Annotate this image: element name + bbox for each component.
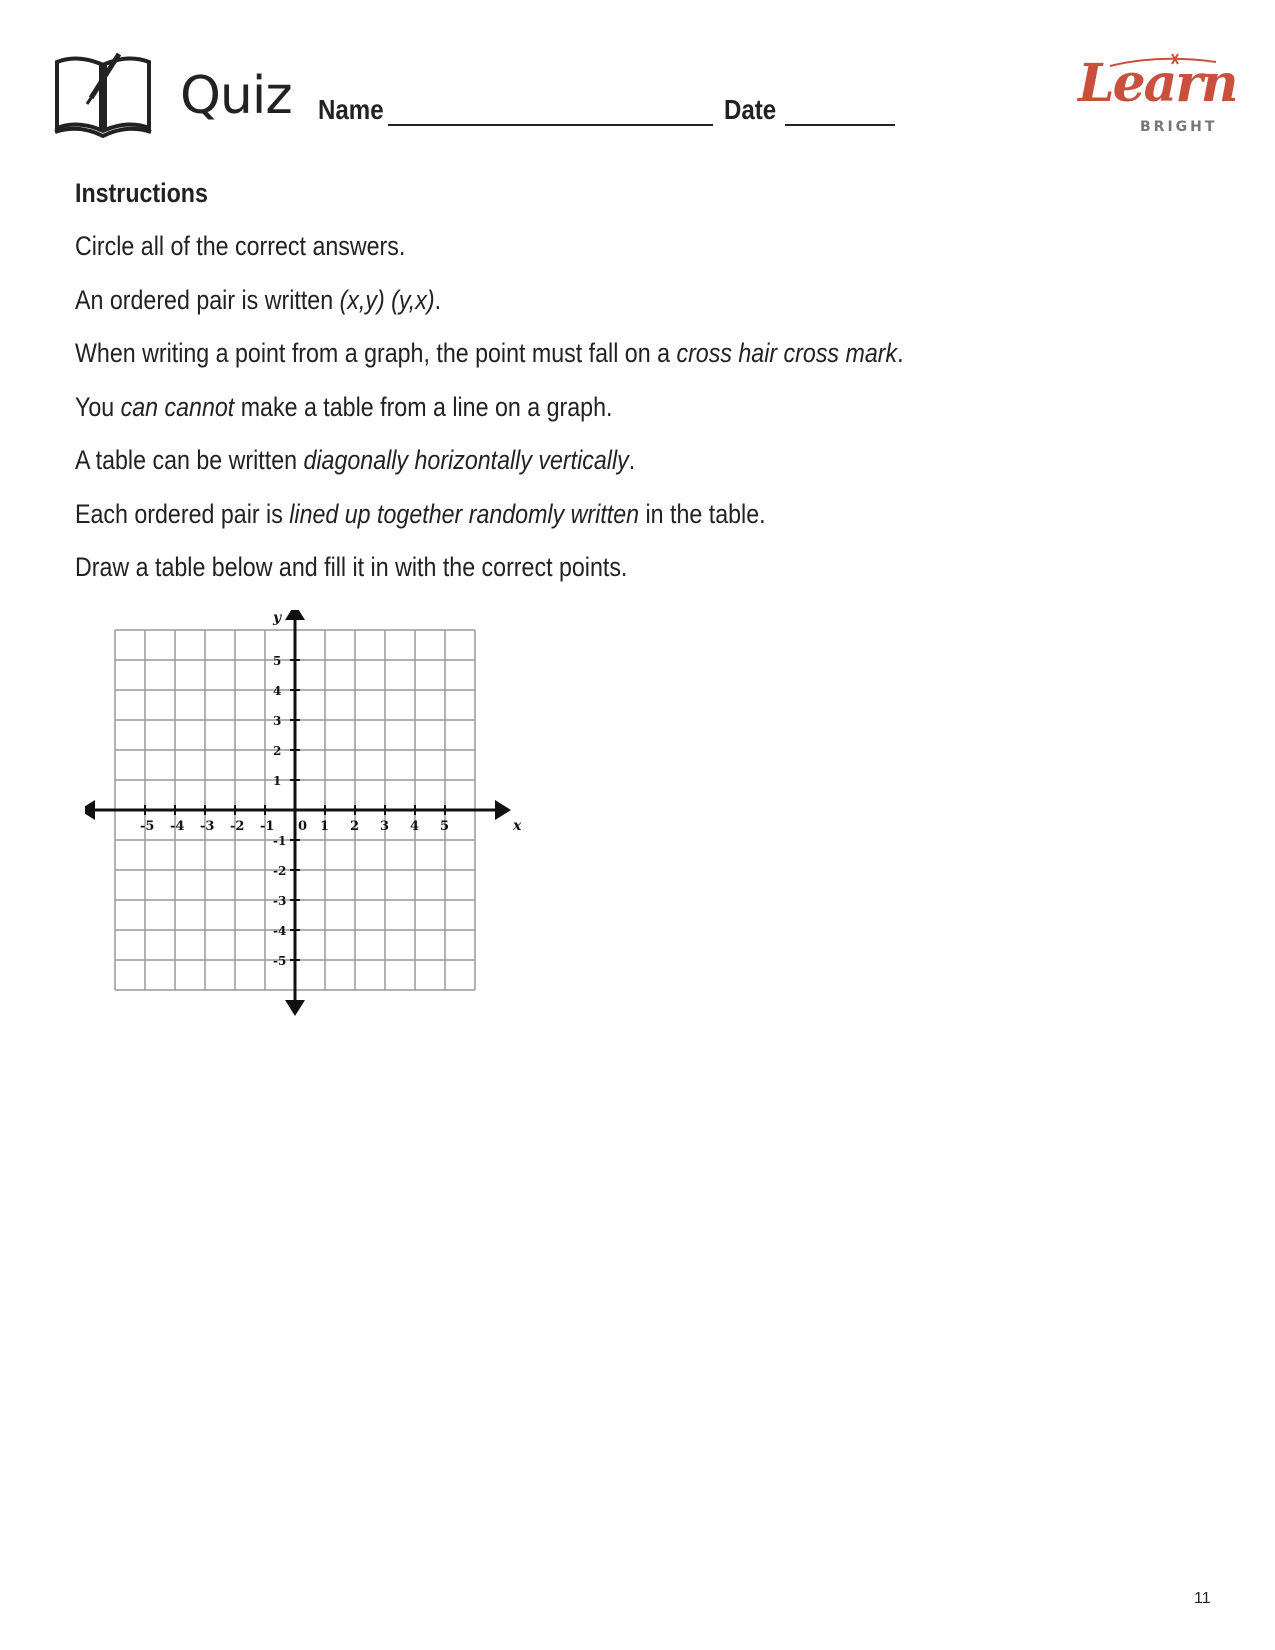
answer-choices[interactable]: lined up together randomly written bbox=[289, 499, 640, 529]
question-ordered-pair-table bbox=[75, 501, 766, 528]
page-number: 11 bbox=[1194, 1590, 1211, 1607]
name-field[interactable] bbox=[388, 124, 713, 126]
instructions-heading: Instructions bbox=[75, 178, 208, 208]
x-axis-right-arrow bbox=[495, 800, 511, 820]
y-axis-label: y bbox=[273, 610, 282, 626]
logo-word: Learn bbox=[1078, 53, 1237, 114]
x-tick-label: 1 bbox=[320, 819, 330, 834]
line-text: in the table. bbox=[639, 499, 766, 529]
question-table-from-line bbox=[75, 394, 612, 421]
y-tick-label: 5 bbox=[273, 654, 282, 668]
name-label: Name bbox=[318, 94, 384, 125]
y-tick-label: -3 bbox=[273, 894, 287, 908]
x-tick-label: -4 bbox=[170, 819, 185, 834]
x-tick-label: 2 bbox=[350, 819, 360, 834]
line-text: . bbox=[434, 285, 442, 315]
x-tick-label: -5 bbox=[140, 819, 155, 834]
y-tick-label: -1 bbox=[273, 834, 287, 848]
x-axis-label: x bbox=[513, 818, 522, 834]
y-tick-label: -4 bbox=[273, 924, 287, 938]
line-text: . bbox=[628, 445, 636, 475]
x-tick-label: 0 bbox=[298, 819, 308, 834]
x-tick-label: -1 bbox=[260, 819, 275, 834]
y-tick-label: 1 bbox=[273, 774, 282, 788]
question-graph-point bbox=[75, 340, 904, 367]
line-text: You bbox=[75, 392, 121, 422]
answer-choices[interactable]: diagonally horizontally vertically bbox=[303, 445, 629, 475]
line-text: Each ordered pair is bbox=[75, 499, 290, 529]
line-text: A table can be written bbox=[75, 445, 304, 475]
line-text: make a table from a line on a graph. bbox=[234, 392, 613, 422]
answer-choices[interactable]: can cannot bbox=[120, 392, 235, 422]
x-tick-label: 4 bbox=[410, 819, 420, 834]
book-pencil-icon bbox=[53, 50, 153, 142]
question-table-orientation bbox=[75, 447, 635, 474]
line-text: An ordered pair is written bbox=[75, 285, 340, 315]
instruction-line bbox=[75, 233, 405, 260]
x-tick-label: -2 bbox=[230, 819, 245, 834]
y-axis-up-arrow bbox=[285, 610, 305, 620]
x-axis-left-arrow bbox=[85, 800, 95, 820]
coordinate-grid[interactable] bbox=[85, 610, 525, 1020]
x-tick-label: 5 bbox=[440, 819, 450, 834]
y-axis-down-arrow bbox=[285, 1000, 305, 1016]
answer-choices[interactable]: cross hair cross mark bbox=[676, 338, 898, 368]
page-header bbox=[0, 0, 1275, 150]
line-text: Circle all of the correct answers. bbox=[75, 231, 406, 261]
x-tick-label: -3 bbox=[200, 819, 215, 834]
learn-bright-logo bbox=[1078, 53, 1237, 138]
instruction-draw-table bbox=[75, 554, 627, 581]
x-tick-label: 3 bbox=[380, 819, 390, 834]
y-tick-label: 3 bbox=[273, 714, 282, 728]
y-tick-label: 2 bbox=[273, 744, 282, 758]
page-title: Quiz bbox=[180, 66, 292, 126]
logo-subtext: BRIGHT bbox=[1140, 119, 1218, 135]
y-tick-label: -2 bbox=[273, 864, 287, 878]
question-ordered-pair bbox=[75, 287, 441, 314]
date-label: Date bbox=[724, 94, 777, 125]
date-field[interactable] bbox=[785, 124, 895, 126]
line-text: Draw a table below and fill it in with the correct points. bbox=[75, 552, 628, 582]
answer-choices[interactable]: (x,y) (y,x) bbox=[339, 285, 435, 315]
line-text: When writing a point from a graph, the point must fall on a bbox=[75, 338, 677, 368]
line-text: . bbox=[897, 338, 904, 368]
y-tick-label: 4 bbox=[273, 684, 282, 698]
y-tick-label: -5 bbox=[273, 954, 287, 968]
